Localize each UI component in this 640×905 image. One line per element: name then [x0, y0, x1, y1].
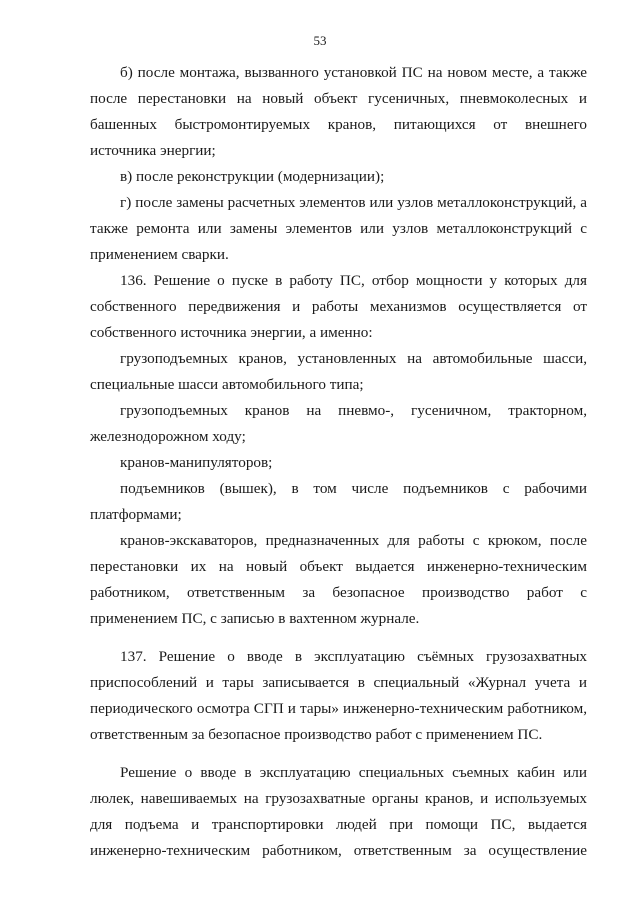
list-item-pneumatic-cranes: грузоподъемных кранов на пневмо-, гусеничном, тракторном, железнодорожном ходу; — [90, 402, 587, 445]
list-item-crane-excavators: кранов-экскаваторов, предназначенных для работы с крюком, после перестановки их на новый объект выдается инженерно-техническим работником, ответственным за безопасное производство работ с применением ПС, с записью в вахтенном журнале. — [90, 532, 587, 627]
paragraph-137: 137. Решение о вводе в эксплуатацию съёмных грузозахватных приспособлений и тары записывается в специальный «Журнал учета и периодического осмотра СГП и тары» инженерно-техническим работником, ответственным за безопасное производство работ с применением ПС. — [90, 648, 587, 743]
document-body — [90, 60, 587, 864]
paragraph-b: б) после монтажа, вызванного установкой ПС на новом месте, а также после перестановки на новый объект гусеничных, пневмоколесных и башенных быстромонтируемых кранов, питающихся от внешнего источника энергии; — [90, 64, 587, 159]
page-number: 53 — [313, 33, 327, 48]
paragraph-g: г) после замены расчетных элементов или узлов металлоконструкций, а также ремонта или замены элементов или узлов металлоконструкций с применением сварки. — [90, 194, 587, 263]
list-item-manipulator-cranes: кранов-манипуляторов; — [120, 454, 273, 471]
list-item-lifts: подъемников (вышек), в том числе подъемников с рабочими платформами; — [90, 480, 587, 523]
paragraph-cabins: Решение о вводе в эксплуатацию специальных съемных кабин или люлек, навешиваемых на грузозахватные органы кранов, и используемых для подъема и транспортировки людей при помощи ПС, выдается инженерно-техническим работником, ответственным за осуществление — [90, 764, 587, 859]
paragraph-v: в) после реконструкции (модернизации); — [120, 168, 385, 185]
paragraph-136: 136. Решение о пуске в работу ПС, отбор мощности у которых для собственного передвижения и работы механизмов осуществляется от собственного источника энергии, а именно: — [90, 272, 587, 341]
list-item-truck-cranes: грузоподъемных кранов, установленных на автомобильные шасси, специальные шасси автомобильного типа; — [90, 350, 587, 393]
